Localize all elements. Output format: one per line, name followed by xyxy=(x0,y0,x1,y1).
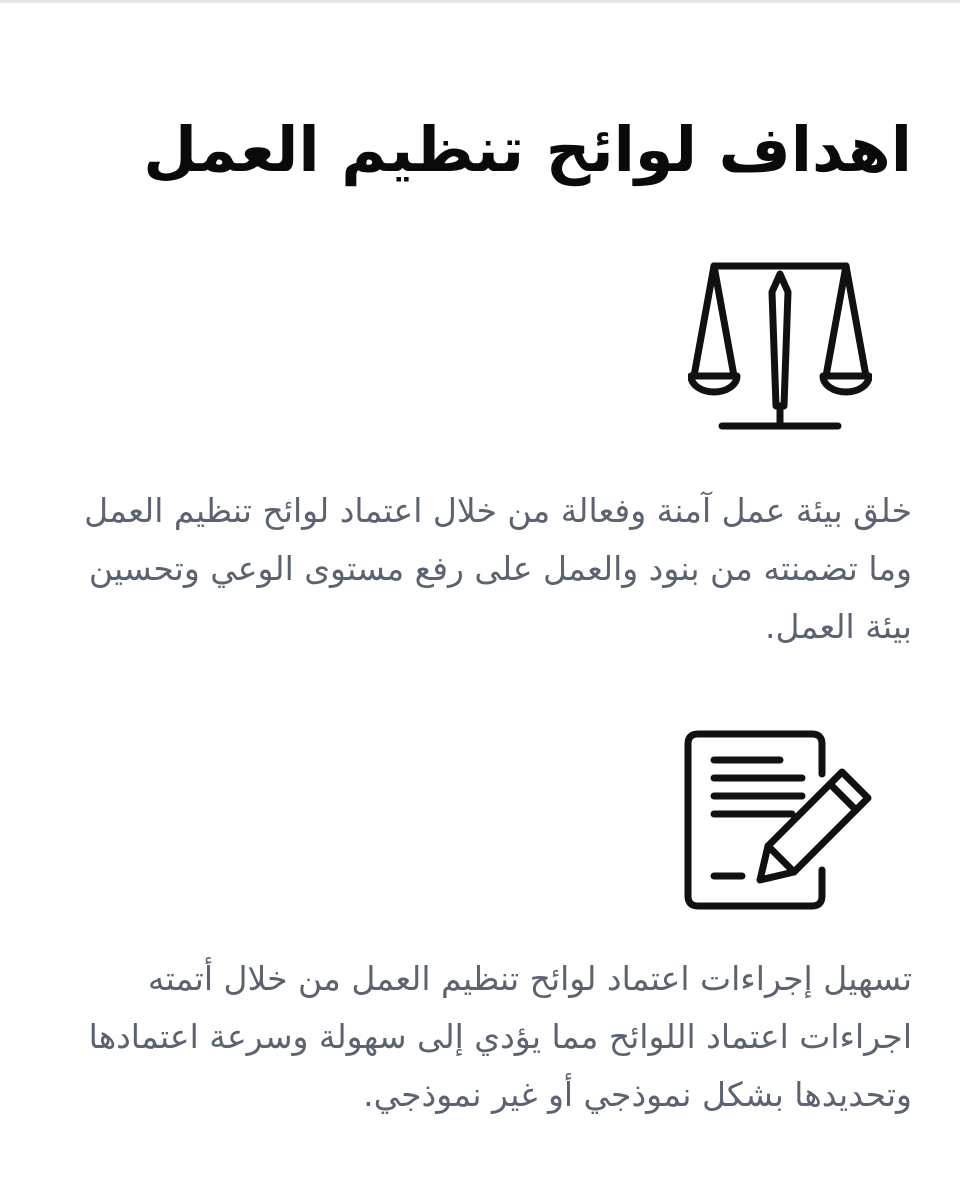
page-title: اهداف لوائح تنظيم العمل xyxy=(143,113,912,186)
top-divider xyxy=(0,0,960,3)
balance-scale-icon xyxy=(688,258,872,434)
document-pencil-icon xyxy=(682,730,878,912)
goal-text-streamline-procedures: تسهيل إجراءات اعتماد لوائح تنظيم العمل من خلال أتمته اجراءات اعتماد اللوائح مما يؤدي إلى سهولة وسرعة اعتمادها وتحديدها بشكل نموذجي أو غير نموذجي. xyxy=(88,959,912,1114)
goal-text-safe-environment: خلق بيئة عمل آمنة وفعالة من خلال اعتماد لوائح تنظيم العمل وما تضمنته من بنود والعمل على رفع مستوى الوعي وتحسين بيئة العمل. xyxy=(84,491,912,646)
